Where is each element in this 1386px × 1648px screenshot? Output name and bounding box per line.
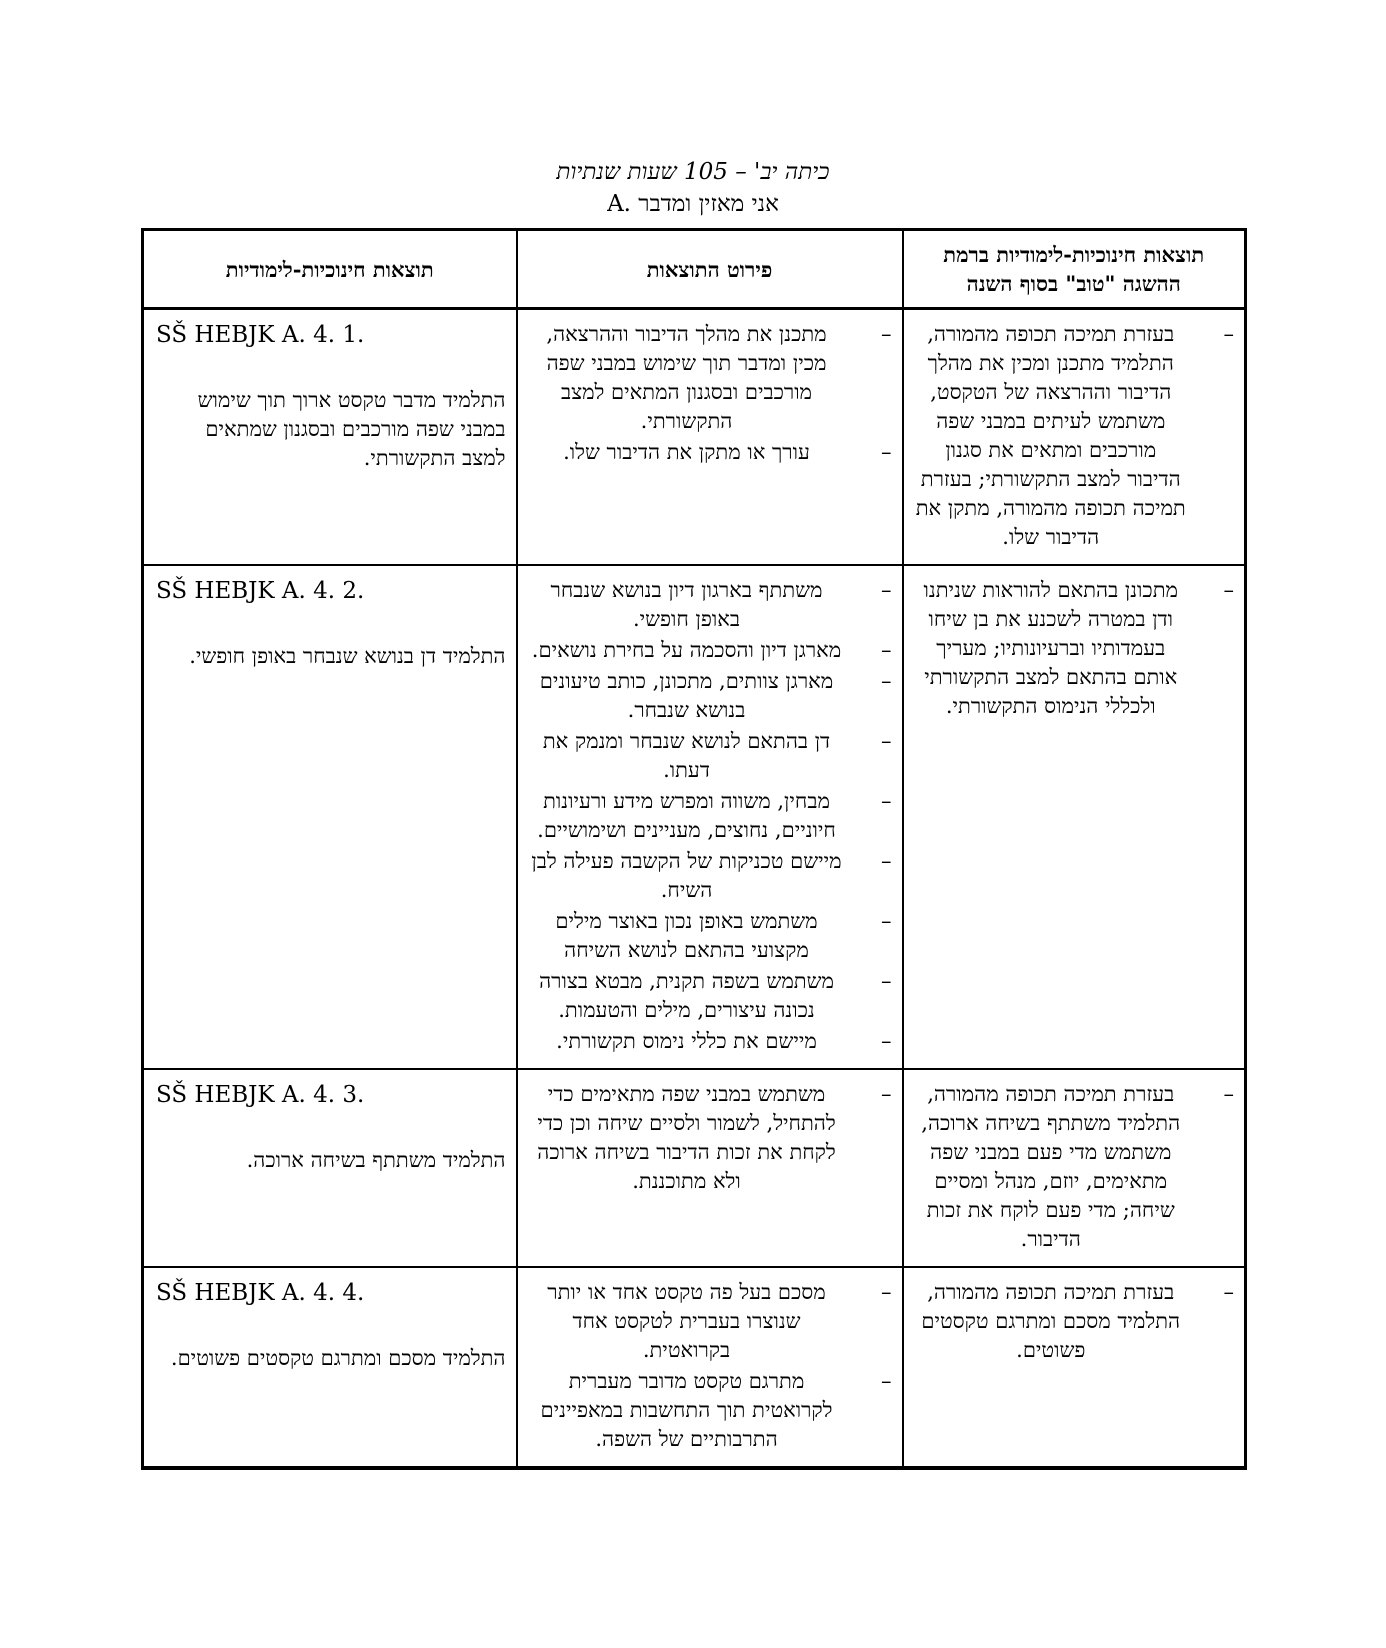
bullet-item	[530, 576, 892, 634]
dash-bullet: –	[1223, 1082, 1234, 1106]
cell-details	[517, 1069, 903, 1267]
bullet-item	[530, 1278, 892, 1365]
dash-bullet: –	[881, 638, 892, 662]
dash-bullet: –	[881, 1029, 892, 1053]
header-details: פירוט התוצאות	[517, 230, 903, 309]
bullet-item	[530, 320, 892, 436]
cell-details	[517, 565, 903, 1069]
cell-outcome	[143, 309, 517, 566]
header-good-level: תוצאות חינוכיות-לימודיות ברמת ההשגה "טוב" בסוף השנה	[903, 230, 1246, 309]
bullet-text: מבחין, משווה ומפרש מידע ורעיונות חיוניים, נחוצים, מעניינים ושימושיים.	[537, 789, 836, 842]
bullet-item	[530, 1080, 892, 1196]
page-subtitle: A. אני מאזין ומדבר	[607, 191, 779, 217]
outcome-code: SŠ HEBJK A. 4. 2.	[156, 578, 365, 604]
page-title: כיתה יב' – 105 שעות שנתיות	[556, 159, 830, 185]
bullet-text: דן בהתאם לנושא שנבחר ומנמק את דעתו.	[542, 729, 831, 782]
cell-outcome	[143, 1267, 517, 1468]
dash-bullet: –	[881, 729, 892, 753]
cell-details	[517, 309, 903, 566]
dash-bullet: –	[881, 322, 892, 346]
dash-bullet: –	[1223, 322, 1234, 346]
bullet-text: משתמש במבני שפה מתאימים כדי להתחיל, לשמור ולסיים שיחה וכן כדי לקחת את זכות הדיבור בשיחה ארוכה ולא מתוכננת.	[537, 1082, 836, 1193]
bullet-text: מיישם טכניקות של הקשבה פעילה לבן השיח.	[531, 849, 842, 902]
outcome-code: SŠ HEBJK A. 4. 3.	[156, 1082, 365, 1108]
outcome-statement: התלמיד משתתף בשיחה ארוכה.	[246, 1148, 506, 1172]
cell-good-level	[903, 1069, 1246, 1267]
bullet-item	[916, 576, 1235, 721]
dash-bullet: –	[881, 669, 892, 693]
bullet-item	[530, 727, 892, 785]
outcome-code: SŠ HEBJK A. 4. 1.	[156, 322, 365, 348]
bullet-text: בעזרת תמיכה תכופה מהמורה, התלמיד מתכנן ומכין את מהלך הדיבור וההרצאה של הטקסט, משתמש לעיתים במבני שפה מורכבים ומתאים את סגנון הדיבור למצב התקשורתי; בעזרת תמיכה תכופה מהמורה, מתקן את הדיבור שלו.	[915, 322, 1186, 549]
table-row	[143, 309, 1246, 566]
bullet-text: משתמש בשפה תקנית, מבטא בצורה נכונה עיצורים, מילים והטעמות.	[539, 969, 834, 1022]
cell-good-level	[903, 1267, 1246, 1468]
header-outcomes: תוצאות חינוכיות-לימודיות	[143, 230, 517, 309]
bullet-item	[916, 320, 1235, 552]
bullet-text: מתכנן את מהלך הדיבור וההרצאה, מכין ומדבר תוך שימוש במבני שפה מורכבים ובסגנון המתאים למצב התקשורתי.	[546, 322, 827, 433]
dash-bullet: –	[881, 789, 892, 813]
table-row	[143, 1267, 1246, 1468]
cell-outcome	[143, 565, 517, 1069]
table-row	[143, 565, 1246, 1069]
bullet-item	[530, 1367, 892, 1454]
cell-details	[517, 1267, 903, 1468]
bullet-item	[530, 636, 892, 665]
outcome-statement: התלמיד מדבר טקסט ארוך תוך שימוש במבני שפה מורכבים ובסגנון שמתאים למצב התקשורתי.	[197, 388, 506, 470]
dash-bullet: –	[1223, 1280, 1234, 1304]
bullet-text: מסכם בעל פה טקסט אחד או יותר שנוצרו בעברית לטקסט אחד בקרואטית.	[547, 1280, 826, 1362]
bullet-item	[530, 967, 892, 1025]
table-row	[143, 1069, 1246, 1267]
dash-bullet: –	[881, 440, 892, 464]
bullet-item	[530, 1027, 892, 1056]
cell-good-level	[903, 309, 1246, 566]
bullet-item	[916, 1278, 1235, 1365]
outcome-statement: התלמיד דן בנושא שנבחר באופן חופשי.	[189, 644, 506, 668]
dash-bullet: –	[881, 1280, 892, 1304]
dash-bullet: –	[881, 1369, 892, 1393]
dash-bullet: –	[881, 1082, 892, 1106]
bullet-text: מתכונן בהתאם להוראות שניתנו ודן במטרה לשכנע את בן שיחו בעמדותיו וברעיונותיו; מעריך אותם בהתאם למצב התקשורתי ולכללי הנימוס התקשורתי.	[923, 578, 1178, 718]
table-header-row	[143, 230, 1246, 309]
bullet-text: מיישם את כללי נימוס תקשורתי.	[556, 1029, 817, 1053]
bullet-item	[530, 438, 892, 467]
bullet-item	[530, 667, 892, 725]
outcome-code: SŠ HEBJK A. 4. 4.	[156, 1280, 365, 1306]
bullet-text: מארגן דיון והסכמה על בחירת נושאים.	[531, 638, 842, 662]
dash-bullet: –	[881, 909, 892, 933]
dash-bullet: –	[881, 969, 892, 993]
bullet-text: משתמש באופן נכון באוצר מילים מקצועי בהתאם לנושא השיחה	[555, 909, 818, 962]
bullet-text: עורך או מתקן את הדיבור שלו.	[563, 440, 810, 464]
outcomes-table	[141, 228, 1247, 1470]
bullet-item	[916, 1080, 1235, 1254]
outcome-statement: התלמיד מסכם ומתרגם טקסטים פשוטים.	[170, 1346, 506, 1370]
dash-bullet: –	[1223, 578, 1234, 602]
bullet-item	[530, 787, 892, 845]
bullet-text: משתתף בארגון דיון בנושא שנבחר באופן חופשי.	[550, 578, 823, 631]
bullet-item	[530, 907, 892, 965]
dash-bullet: –	[881, 849, 892, 873]
bullet-text: מתרגם טקסט מדובר מעברית לקרואטית תוך התחשבות במאפיינים התרבותיים של השפה.	[540, 1369, 833, 1451]
bullet-text: בעזרת תמיכה תכופה מהמורה, התלמיד מסכם ומתרגם טקסטים פשוטים.	[921, 1280, 1181, 1362]
bullet-text: בעזרת תמיכה תכופה מהמורה, התלמיד משתתף בשיחה ארוכה, משתמש מדי פעם במבני שפה מתאימים, יוזם, מנהל ומסיים שיחה; מדי פעם לוקח את זכות הדיבור.	[921, 1082, 1181, 1251]
bullet-item	[530, 847, 892, 905]
bullet-text: מארגן צוותים, מתכונן, כותב טיעונים בנושא שנבחר.	[539, 669, 834, 722]
cell-outcome	[143, 1069, 517, 1267]
cell-good-level	[903, 565, 1246, 1069]
dash-bullet: –	[881, 578, 892, 602]
